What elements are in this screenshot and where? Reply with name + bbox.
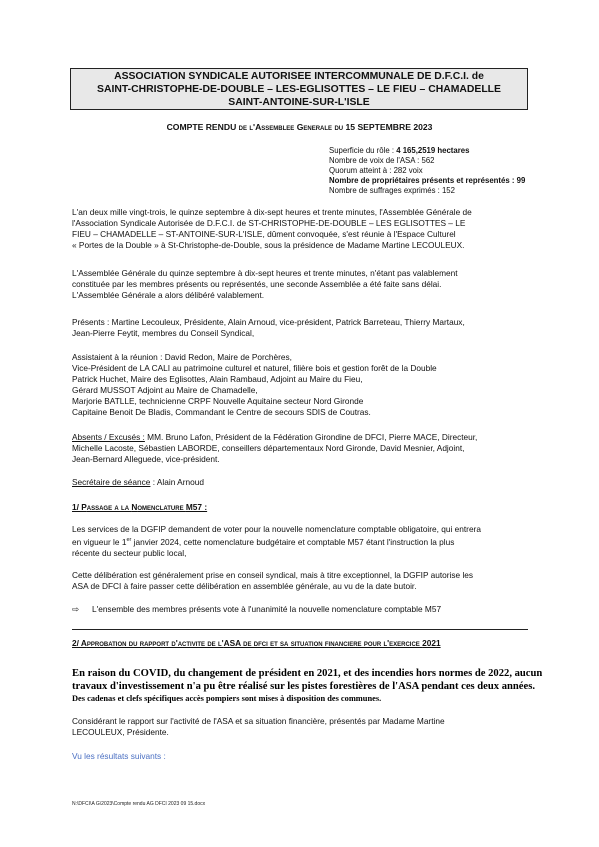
section-1-title-part: 1/ P [72, 502, 87, 512]
compte-rendu-date: 15 SEPTEMBRE 2023 [345, 122, 433, 132]
arrow-right-icon: ⇨ [72, 604, 79, 614]
covid-notice [72, 667, 543, 704]
covid-line: En raison du COVID, du changement de président en 2021, et des incendies hors normes de 2022, aucun [72, 668, 543, 679]
stat-proprietaires [329, 176, 525, 186]
stat-proprietaires-text: Nombre de propriétaires présents et représentés : 99 [329, 176, 526, 185]
file-path-footer: N:\DFCI\A G\2023\Compte rendu AG DFCI 2023 09 15.docx [72, 801, 206, 807]
section-1-title-part: N [131, 502, 138, 512]
section-divider [72, 629, 528, 630]
intro-line: l'Association Syndicale Autorisée de D.F.C.I. de ST-CHRISTOPHE-DE-DOUBLE – LES EGLISOTTES – LE [72, 217, 466, 228]
compte-rendu-middle: de l'Assemblee Generale du [236, 122, 346, 132]
section-2-title-part: 2021 [422, 638, 441, 648]
section-2-title-part: ASA de dfci et sa situation financiere pour l'exercice [223, 638, 423, 648]
section-1-p1-text: en vigueur le 1 [72, 536, 127, 547]
absents-line: Jean-Bernard Alleguede, vice-président. [72, 453, 220, 464]
assembly-line: L'Assemblée Générale du quinze septembre à dix-sept heures et trente minutes, n'étant pas valablement [72, 268, 458, 278]
absents-line: Michelle Lacoste, Sébastien LABORDE, conseillers départementaux Nord Gironde, David Mesnier, Adjoint, [72, 442, 465, 453]
considerant-line: LECOULEUX, Présidente. [72, 726, 169, 737]
covid-line: travaux d'investissement n'a pu être réalisé sur les pistes forestières de l'ASA pendant ces deux années. [72, 681, 535, 692]
vote-bullet [72, 604, 441, 614]
secretaire-paragraph [72, 477, 528, 488]
assistaient-line: Patrick Huchet, Maire des Eglisottes, Alain Rambaud, Adjoint au Maire du Fieu, [72, 373, 363, 384]
intro-paragraph [72, 207, 528, 251]
stat-quorum: Quorum atteint à : 282 voix [329, 166, 423, 175]
considerant-paragraph [72, 716, 528, 738]
section-1-p2-line: Cette délibération est généralement prise en conseil syndical, mais à titre exceptionnel, la DGFIP autorise les [72, 570, 474, 580]
stat-superficie-value: 4 165,2519 hectares [396, 146, 470, 155]
section-1-p1-line: récente du secteur public local, [72, 547, 187, 558]
intro-line: L'an deux mille vingt-trois, le quinze septembre à dix-sept heures et trente minutes, l'Assemblée Générale de [72, 207, 472, 217]
section-2-title-part: pprobation du rapport d'activite de l' [86, 638, 224, 648]
assistaient-paragraph [72, 352, 528, 417]
stat-voix: Nombre de voix de l'ASA : 562 [329, 156, 435, 165]
covid-note: Des cadenas et clefs spécifiques accès pompiers sont mises à disposition des communes. [72, 694, 382, 703]
assembly-line: L'Assemblée Générale a alors délibéré valablement. [72, 289, 265, 300]
assistaient-line: Marjorie BATLLE, technicienne CRPF Nouvelle Aquitaine secteur Nord Gironde [72, 395, 364, 406]
title-line-1: ASSOCIATION SYNDICALE AUTORISEE INTERCOMMUNALE DE D.F.C.I. de [114, 71, 484, 82]
absents-label: Absents / Excusés : [72, 432, 145, 442]
section-1-title-part: assage a la [86, 502, 132, 512]
considerant-line: Considérant le rapport sur l'activité de l'ASA et sa situation financière, présentés par Madame Martine [72, 716, 445, 726]
secretaire-line [72, 477, 528, 488]
stat-superficie-label: Superficie du rôle : [329, 146, 397, 155]
stat-superficie [329, 146, 525, 156]
section-2-title [72, 638, 441, 648]
stat-suffrages: Nombre de suffrages exprimés : 152 [329, 186, 455, 195]
secretaire-label: Secrétaire de séance [72, 477, 151, 487]
section-1-p1-line: Les services de la DGFIP demandent de voter pour la nouvelle nomenclature comptable obligatoire, qui entrera [72, 524, 481, 534]
section-1-p2-line: ASA de DFCI à faire passer cette délibération en assemblée générale, au vu de la date butoir. [72, 580, 417, 591]
section-2-title-part: 2/ A [72, 638, 87, 648]
section-1-title-part: omenclature [137, 502, 186, 512]
document-title-box [70, 68, 528, 110]
superscript-er: er [126, 536, 132, 543]
presents-paragraph [72, 317, 528, 339]
intro-line: FIEU – CHAMADELLE – ST-ANTOINE-SUR-L'ISLE, dûment convoquée, s'est réunie à l'Espace Culturel [72, 228, 456, 239]
absents-line [72, 432, 528, 443]
section-1-p1-text: janvier 2024, cette nomenclature budgétaire et comptable M57 étant l'instruction la plus [131, 536, 455, 547]
secretaire-value: : Alain Arnoud [150, 477, 204, 487]
assembly-paragraph [72, 268, 528, 301]
compte-rendu-heading [0, 122, 599, 132]
assistaient-line: Assistaient à la réunion : David Redon, Maire de Porchères, [72, 352, 292, 362]
assistaient-line: Vice-Président de LA CALI au patrimoine culturel et naturel, filière bois et gestion forêt de la Double [72, 362, 437, 373]
presents-line: Présents : Martine Lecouleux, Présidente, Alain Arnoud, vice-président, Patrick Barreteau, Thierry Martaux, [72, 317, 465, 327]
meeting-stats [329, 146, 525, 196]
absents-paragraph [72, 432, 528, 465]
title-line-2: SAINT-CHRISTOPHE-DE-DOUBLE – LES-EGLISOTTES – LE FIEU – CHAMADELLE [97, 84, 501, 95]
compte-rendu-prefix: COMPTE RENDU [166, 122, 237, 132]
absents-first: MM. Bruno Lafon, Président de la Fédération Girondine de DFCI, Pierre MACE, Directeur, [144, 432, 478, 442]
title-line-3: SAINT-ANTOINE-SUR-L'ISLE [228, 97, 370, 108]
intro-line: « Portes de la Double » à St-Christophe-de-Double, sous la présidence de Madame Martine LECOULEUX. [72, 239, 465, 250]
section-1-p1-line [72, 535, 528, 548]
presents-line: Jean-Pierre Feytit, membres du Conseil Syndical, [72, 327, 255, 338]
section-1-title [72, 502, 207, 512]
section-1-title-part: M57 : [185, 502, 208, 512]
assembly-line: constituée par les membres présents ou représentés, une seconde Assemblée a été faite sans délai. [72, 278, 442, 289]
section-1-paragraph-2 [72, 570, 528, 592]
vote-text: L'ensemble des membres présents vote à l'unanimité la nouvelle nomenclature comptable M57 [92, 604, 442, 614]
results-heading: Vu les résultats suivants : [72, 751, 166, 761]
assistaient-line: Gérard MUSSOT Adjoint au Maire de Chamadelle, [72, 384, 258, 395]
section-1-paragraph-1 [72, 524, 528, 558]
assistaient-line: Capitaine Benoit De Bladis, Commandant le Centre de secours SDIS de Coutras. [72, 406, 371, 417]
